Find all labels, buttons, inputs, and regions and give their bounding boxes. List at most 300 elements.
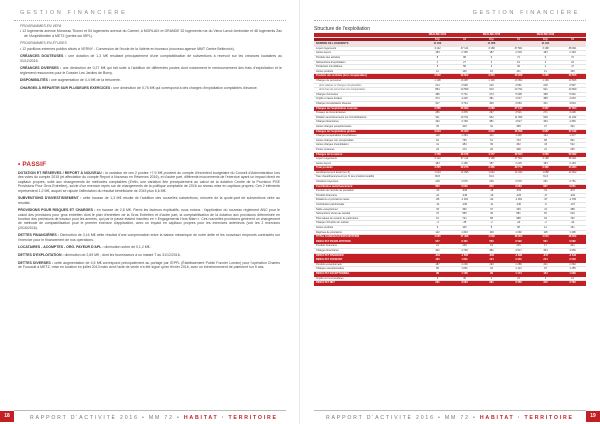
table-cell-value: 1 435 xyxy=(505,134,532,139)
table-cell-value: 47 xyxy=(424,212,451,217)
table-cell-value: 1 174 xyxy=(505,271,532,276)
table-cell-value: 52 xyxy=(532,212,559,217)
table-cell-value: 1 323 xyxy=(451,230,478,235)
table-cell-value: 2 597 xyxy=(559,83,586,88)
table-cell-value: 1 058 xyxy=(532,170,559,175)
left-footer xyxy=(0,410,300,424)
table-cell-value: 484 xyxy=(451,143,478,148)
table-row-label: Autres produits xyxy=(314,69,424,74)
table-row-label: RÉSULTAT D'EXPLOITATION xyxy=(314,239,424,244)
table-cell-value: 6 682 xyxy=(559,239,586,244)
table-cell-value: 30,8 xyxy=(424,175,451,180)
table-row-label: Travaux de Gros Entretien xyxy=(314,111,424,116)
table-cell-value: 3 084 xyxy=(451,281,478,286)
table-cell-value: 1 139 xyxy=(532,79,559,84)
table-cell-value: 2 xyxy=(478,60,505,65)
table-cell-value: 99 xyxy=(478,271,505,276)
table-body xyxy=(314,42,586,285)
table-cell-value: 19 xyxy=(505,60,532,65)
table-cell-value: 31 xyxy=(478,124,505,129)
table-row-label: Charges récupérables immobilisées xyxy=(314,134,424,139)
table-cell-value: 37 xyxy=(478,207,505,212)
table-cell-value: 2 548 xyxy=(559,258,586,263)
table-cell-value: 49 126 xyxy=(451,152,478,157)
table-cell-value: 4 633 xyxy=(559,97,586,102)
table-cell-value: 38 091 xyxy=(559,46,586,51)
table-row-label: NOMBRE DE LOGEMENTS xyxy=(314,42,424,47)
table-cell-value: 723 xyxy=(505,138,532,143)
column-subheader: €/lgt xyxy=(478,37,505,42)
table-cell-value: 21 xyxy=(424,244,451,249)
table-cell-value: 4 021 xyxy=(424,235,451,240)
table-row-label: Loyers Logements xyxy=(314,157,424,162)
left-footer-text xyxy=(30,415,278,421)
table-cell-value: 309 xyxy=(478,101,505,106)
table-cell-value: 762 xyxy=(559,216,586,221)
table-cell-value: 31,0 xyxy=(478,175,505,180)
table-cell-value: 187 xyxy=(478,51,505,56)
table-cell-value: 1 961 xyxy=(451,258,478,263)
left-footer-rule xyxy=(14,410,286,411)
table-cell-value: 6 xyxy=(478,56,505,61)
table-cell-value: 6 xyxy=(532,56,559,61)
table-cell-value: 2 561 xyxy=(505,83,532,88)
table-row-label: Produits exceptionnels xyxy=(314,262,424,267)
table-row-label: Produits des activités xyxy=(314,56,424,61)
table-cell-value: -2 xyxy=(532,221,559,226)
table-row-label: TOTAL CHARGES D'EXPLOITATION xyxy=(314,235,424,240)
table-cell-value: 187 xyxy=(478,161,505,166)
table-cell-value: 31,3 xyxy=(532,175,559,180)
table-cell-value: 12 xyxy=(424,69,451,74)
table-cell-value: 1 477 xyxy=(559,134,586,139)
table-cell-value: 104 xyxy=(532,271,559,276)
column-header: RÉALISÉ 2016 xyxy=(532,33,559,37)
table-cell-value: 8 xyxy=(424,56,451,61)
passif-paragraph-label: DETTES D'EXPLOITATION : xyxy=(18,253,64,258)
passif-body xyxy=(18,171,280,269)
table-row-label: Impôts sur les bénéfices xyxy=(314,276,424,281)
table-cell-value: 10 xyxy=(478,69,505,74)
table-cell-value: 321 xyxy=(532,101,559,106)
table-cell-value: -1 091 xyxy=(505,198,532,203)
table-cell-value: 5 932 xyxy=(559,92,586,97)
table-cell-value: -4 500 xyxy=(451,253,478,258)
table-cell-value: 218 xyxy=(424,180,451,185)
footer-brand-name: HABITAT · TERRITOIRE xyxy=(183,415,278,421)
table-cell-value: 4 203 xyxy=(532,152,559,157)
table-cell-value: 9 520 xyxy=(451,184,478,189)
table-cell-value: 317 xyxy=(424,101,451,106)
table-cell-value: 121 xyxy=(478,134,505,139)
table-cell-value: 12 342 xyxy=(505,170,532,175)
table-cell-value: 3 198 xyxy=(532,46,559,51)
table-row-label: RÉSULTAT NET xyxy=(314,281,424,286)
table-row-label: Production immobilisée xyxy=(314,65,424,70)
table-cell-value: 37 561 xyxy=(505,157,532,162)
table-cell-value: 40 026 xyxy=(505,74,532,79)
table-cell-value: 43 xyxy=(532,143,559,148)
actif-paragraph-label: DISPONIBILITÉS : xyxy=(20,78,50,83)
table-cell-value: 291 xyxy=(478,281,505,286)
table-cell-value: -9 xyxy=(532,203,559,208)
table-row-label: Charges financières xyxy=(314,120,424,125)
table-cell-value: 35 xyxy=(451,276,478,281)
left-header-title: GESTION FINANCIÈRE xyxy=(20,10,128,16)
right-page xyxy=(300,0,600,424)
table-cell-value: 124 xyxy=(532,134,559,139)
table-cell-value: 286 xyxy=(424,111,451,116)
table-row-label: Loyers logements xyxy=(314,46,424,51)
passif-paragraph-text: en hausse de 2,8 M€. Parmi les facteurs explicatifs, nous notons : l'application du nouveau règlement ANC pour le calcul des provisions pour gros entretien dont le plan d'entretien de la Gros Entretien et d'autre part, la comptabilisation de la dotation aux provisions déterminée en fonction des prévisions de travaux pour les années, qui par le passé étaient inscrites en « Engagements Hors Bilan ». Ces nouvelles provisions génèrent un changement de méthode de comptabilisation pour le premier exercice d'application, avec un impact en capitaux propres pour les exercices antérieurs (voir les 2 exercices (2016/2016). xyxy=(18,208,280,230)
table-cell-value: 106 xyxy=(451,226,478,231)
table-cell-value: -248 xyxy=(451,193,478,198)
table-cell-value: 37 114 xyxy=(451,46,478,51)
table-cell-value: 2 218 xyxy=(505,51,532,56)
table-row-label: Pertes créances xyxy=(314,147,424,152)
table-cell-value: 201 xyxy=(532,262,559,267)
table-cell-value: -225 xyxy=(505,193,532,198)
table-cell-value: 27 954 xyxy=(559,106,586,111)
table-row-label: Contribution autofinancement xyxy=(314,184,424,189)
table-cell-value: 3 957 xyxy=(532,129,559,134)
table-cell-value: 118 xyxy=(532,230,559,235)
table-cell-value: 2 289 xyxy=(478,106,505,111)
column-header: RÉALISÉ 2015 xyxy=(478,33,505,37)
right-page-number: 19 xyxy=(586,411,600,422)
table-cell-value: 272 xyxy=(451,147,478,152)
table-cell-value: 214 xyxy=(424,83,451,88)
table-cell-value: 3 744 xyxy=(451,101,478,106)
table-cell-value: 402 xyxy=(424,120,451,125)
passif-paragraph-label: DETTES FINANCIÈRES : xyxy=(18,233,59,238)
table-cell-value: 381 xyxy=(478,97,505,102)
table-row-label: Contribution patrimoniale xyxy=(314,203,424,208)
table-cell-value: -4 134 xyxy=(559,253,586,258)
table-cell-value: 390 xyxy=(451,207,478,212)
table-cell-value: 72 xyxy=(559,56,586,61)
table-cell-value: 47 xyxy=(559,65,586,70)
table-cell-value: 374 xyxy=(424,97,451,102)
table-cell-value: 2 193 xyxy=(559,161,586,166)
table-cell-value: 130 xyxy=(559,69,586,74)
table-cell-value: 3 355 xyxy=(478,166,505,171)
table-cell-value: 364 xyxy=(532,248,559,253)
programmes-etudes-label: PROGRAMMES EN ÉTUDES xyxy=(20,41,67,46)
column-subheader: K€ xyxy=(505,37,532,42)
table-cell-value: 64 xyxy=(424,138,451,143)
table-cell-value: 2 347 xyxy=(532,106,559,111)
table-cell-value: 271 xyxy=(532,111,559,116)
table-cell-value: 3 450 xyxy=(505,281,532,286)
table-cell-value: 5 608 xyxy=(505,92,532,97)
footer-brand-name: HABITAT · TERRITOIRE xyxy=(479,415,574,421)
table-row-label: Charges de personnel xyxy=(314,79,424,84)
table-cell-value: 89 xyxy=(424,267,451,272)
table-cell-value: 10 559 xyxy=(451,88,478,93)
table-cell-value: 3 378 xyxy=(451,111,478,116)
table-row-label: Autres produits xyxy=(314,226,424,231)
actif-paragraph xyxy=(20,54,282,63)
table-row-label: Taux d'autofinancement (en % des produits locatifs) xyxy=(314,175,424,180)
table-cell-value: 3 376 xyxy=(478,74,505,79)
actif-paragraph-label: CHARGES À RÉPARTIR SUR PLUSIEURS EXERCICES : xyxy=(20,86,113,90)
table-title: Structure de l'exploitation xyxy=(314,26,370,32)
table-row-label: dont salaires et charges récupérables xyxy=(314,83,424,88)
table-cell-value: 12 602 xyxy=(559,170,586,175)
table-cell-value: 37 114 xyxy=(451,157,478,162)
table-cell-value: 6 592 xyxy=(505,239,532,244)
table-cell-value: -11 xyxy=(478,203,505,208)
table-cell-value: 3 325 xyxy=(424,166,451,171)
table-cell-value: 2 218 xyxy=(505,161,532,166)
table-cell-value: 2 394 xyxy=(559,262,586,267)
passif-paragraph xyxy=(18,208,280,230)
table-cell-value: 1 239 xyxy=(559,271,586,276)
table-cell-value: 4 336 xyxy=(559,248,586,253)
table-cell-value: 11 812 xyxy=(424,42,451,47)
table-cell-value: 3 405 xyxy=(532,74,559,79)
table-cell-value: -43 xyxy=(424,189,451,194)
table-cell-value: 756 xyxy=(451,138,478,143)
table-cell-value: 619 xyxy=(559,212,586,217)
table-row-label: Dotations et provisions nettes xyxy=(314,198,424,203)
table-cell-value: 2 285 xyxy=(424,106,451,111)
table-cell-value: 23 xyxy=(424,147,451,152)
table-cell-value: -508 xyxy=(451,189,478,194)
table-cell-value: 13 352 xyxy=(505,79,532,84)
table-cell-value: 2 xyxy=(532,276,559,281)
table-cell-value: 11 911 xyxy=(532,42,559,47)
table-cell-value: 61 xyxy=(424,216,451,221)
table-cell-value: 27 xyxy=(451,60,478,65)
table-cell-value: 13 566 xyxy=(559,79,586,84)
table-cell-value: 932 xyxy=(478,115,505,120)
table-cell-value: 98 xyxy=(451,56,478,61)
table-cell-value: -48 xyxy=(478,189,505,194)
table-cell-value: 2 xyxy=(424,60,451,65)
table-cell-value: 40 284 xyxy=(559,166,586,171)
table-cell-value: -362 xyxy=(478,253,505,258)
passif-paragraph-label: DOTATION ET RÉSERVES / REPORT À NOUVEAU : xyxy=(18,171,104,175)
table-cell-value: 3 142 xyxy=(424,46,451,51)
table-cell-value: 58 xyxy=(451,65,478,70)
table-cell-value: 38 091 xyxy=(559,157,586,162)
table-cell-value: 4 336 xyxy=(559,120,586,125)
table-cell-value: 183 xyxy=(424,51,451,56)
table-cell-value: -107 xyxy=(559,203,586,208)
table-cell-value: -3 xyxy=(424,221,451,226)
table-cell-value: 3 382 xyxy=(532,166,559,171)
table-cell-value: -24 xyxy=(559,221,586,226)
table-row-label: RÉSULTAT EXCEPTIONNEL xyxy=(314,271,424,276)
table-cell-value: 11 292 xyxy=(559,115,586,120)
table-cell-value: 9 851 xyxy=(559,184,586,189)
table-cell-value: 131 xyxy=(559,226,586,231)
table-cell-value: 4 517 xyxy=(505,248,532,253)
table-cell-value: 498 xyxy=(532,92,559,97)
footer-brand-mm: MM xyxy=(444,415,461,421)
table-cell-value: 2 xyxy=(478,276,505,281)
table-cell-value: 58 xyxy=(532,138,559,143)
table-cell-value: 184 xyxy=(532,161,559,166)
table-cell-value: 183 xyxy=(424,161,451,166)
table-cell-value: 47 496 xyxy=(451,235,478,240)
right-page-header xyxy=(314,10,586,20)
table-cell-value: -202 xyxy=(559,193,586,198)
table-cell-value: 95 xyxy=(505,226,532,231)
table-cell-value: 184 xyxy=(532,51,559,56)
table-cell-value: 118 xyxy=(424,134,451,139)
table-cell-value: 11 856 xyxy=(478,42,505,47)
passif-section xyxy=(18,161,280,273)
table-cell-value: -86 xyxy=(424,198,451,203)
table-row-label: Charges d'impôts sur société xyxy=(314,221,424,226)
table-cell-value: 61 xyxy=(478,138,505,143)
table-cell-value: 3 763 xyxy=(559,281,586,286)
table-cell-value: 948 xyxy=(532,115,559,120)
table-cell-value: 4 159 xyxy=(424,152,451,157)
table-cell-value: 688 xyxy=(505,216,532,221)
table-row-label: Charges de la maison xyxy=(314,152,424,157)
table-cell-value: 250 xyxy=(559,147,586,152)
passif-paragraph xyxy=(18,233,280,242)
table-cell-value: 297 xyxy=(478,111,505,116)
table-cell-value: 4 418 xyxy=(451,97,478,102)
table-cell-value: 512 xyxy=(559,143,586,148)
table-cell-value: 19 xyxy=(478,244,505,249)
table-cell-value: 39 xyxy=(478,143,505,148)
right-footer-rule xyxy=(314,410,586,411)
table-cell-value: -1 016 xyxy=(451,198,478,203)
table-cell-value: 1 292 xyxy=(505,230,532,235)
table-cell-value: 3 168 xyxy=(478,157,505,162)
table-cell-value: 1 114 xyxy=(505,267,532,272)
passif-paragraph-label: LOCATAIRES - ACOMPTES - ORG. PAYEUR D'APL : xyxy=(18,245,104,250)
table-cell-value: 39 273 xyxy=(451,166,478,171)
table-cell-value: 2 288 xyxy=(505,262,532,267)
programmes-etudes-bullet: • 12 pavillons externes publics situés à VERNY - Conversion de l'école de la Valérie en bureaux (nouveau agence MMT Centre Bellecroix). xyxy=(20,46,235,51)
table-cell-value: 2 193 xyxy=(559,51,586,56)
table-cell-value: -1 155 xyxy=(559,198,586,203)
table-cell-value: 5 741 xyxy=(451,92,478,97)
table-row-label: Plus-values de cession de patrimoine xyxy=(314,216,424,221)
table-cell-value: 37 561 xyxy=(505,46,532,51)
table-cell-value: 33 xyxy=(424,207,451,212)
table-cell-value: 40 555 xyxy=(559,74,586,79)
right-header-rule xyxy=(314,20,586,21)
passif-paragraph xyxy=(18,171,280,193)
table-row-label: Charges financières xyxy=(314,248,424,253)
table-cell-value: 4 049 xyxy=(478,235,505,240)
table-cell-value: 3 xyxy=(478,65,505,70)
table-row-label: Subventions virées au résultat xyxy=(314,212,424,217)
table-cell-value: -130 xyxy=(505,203,532,208)
table-cell-value: -607 xyxy=(559,189,586,194)
table-cell-value: 806 xyxy=(424,184,451,189)
table-cell-value: 39 602 xyxy=(451,74,478,79)
table-row-label: Produits des activités (hors récupérables) xyxy=(314,74,424,79)
table-cell-value: -21 xyxy=(424,193,451,198)
table-cell-value: 815 xyxy=(478,184,505,189)
left-page-number: 18 xyxy=(0,411,14,422)
table-cell-value: 2 159 xyxy=(451,51,478,56)
table-cell-value: -97 xyxy=(532,198,559,203)
table-row-label: Dotation amortissements sur immobilisations xyxy=(314,115,424,120)
table-cell-value: 4 517 xyxy=(505,97,532,102)
table-cell-value: -569 xyxy=(505,189,532,194)
table-cell-value: -24 xyxy=(505,221,532,226)
table-cell-value: 24 xyxy=(559,276,586,281)
table-row-label: dont frais de personnel non récupérables xyxy=(314,88,424,93)
table-cell-value: 46 220 xyxy=(451,129,478,134)
footer-brand-mm: MM xyxy=(148,415,165,421)
actif-paragraph xyxy=(20,86,282,90)
table-cell-value: 6 461 xyxy=(451,239,478,244)
actif-section xyxy=(20,24,282,94)
table-cell-value: 3 823 xyxy=(559,101,586,106)
table-cell-value: 389 xyxy=(532,97,559,102)
table-row-label: Produits de l'activité de prestation xyxy=(314,189,424,194)
table-cell-value: 29 xyxy=(424,124,451,129)
table-cell-value: 216 xyxy=(478,83,505,88)
passif-paragraph-text: diminution de 2,69 M€ ; dont les fournisseurs à un instant T au 31/12/2016. xyxy=(63,253,181,258)
table-cell-value: 9 663 xyxy=(505,184,532,189)
table-cell-value: 10 791 xyxy=(505,88,532,93)
footer-report-text: RAPPORT D'ACTIVITÉ 2016 • xyxy=(30,415,149,421)
table-row-label: Autres loyers xyxy=(314,161,424,166)
table-cell-value: 27 140 xyxy=(505,106,532,111)
table-cell-value: 121 xyxy=(505,69,532,74)
table-cell-value: 3 913 xyxy=(424,129,451,134)
table-row-label: Autofinancement locatif (en €) xyxy=(314,170,424,175)
table-row-label: Autres loyers xyxy=(314,51,424,56)
table-cell-value: 36 xyxy=(505,65,532,70)
table-row-label: Autres charges d'exploitation xyxy=(314,143,424,148)
table-cell-value: 2 159 xyxy=(451,161,478,166)
column-subheader: K€ xyxy=(451,37,478,42)
passif-paragraph xyxy=(18,245,280,249)
passif-paragraph-text: cette augmentation de 4,5 M€ correspond principalement au portage par l'EPFL (Établissement Public Foncier Lorrain) pour l'opération Charles de Foucault à METZ, mise en location en juillet 2013 mais dont l'acte de vente n'a été signé qu'en février 2016, avec un échelonnement de paiement sur 5 ans. xyxy=(18,260,280,270)
table-cell-value: 39 779 xyxy=(505,166,532,171)
table-cell-value: 48 005 xyxy=(505,235,532,240)
table-cell-value: 97 xyxy=(532,267,559,272)
table-cell-value: 10 969 xyxy=(559,88,586,93)
table-cell-value: 11 xyxy=(532,69,559,74)
table-cell-value: 486 xyxy=(424,92,451,97)
table-cell-value: 24 xyxy=(505,276,532,281)
table-cell-value: 41 xyxy=(424,143,451,148)
right-header-title: GESTION FINANCIÈRE xyxy=(472,10,580,16)
column-subheader: €/lgt xyxy=(424,37,451,42)
passif-paragraph-label: PROVISIONS POUR RISQUES ET CHARGES : xyxy=(18,208,96,213)
table-cell-value: 225 xyxy=(505,244,532,249)
table-cell-value: 911 xyxy=(424,115,451,120)
table-cell-value: 194 xyxy=(478,258,505,263)
table-cell-value: 316 xyxy=(532,281,559,286)
actif-paragraph-label: CRÉANCES DIVERSES : xyxy=(20,66,62,71)
table-cell-value: -381 xyxy=(424,253,451,258)
table-cell-value: 3 352 xyxy=(424,74,451,79)
table-cell-value: -347 xyxy=(532,253,559,258)
table-row-label: RÉSULTAT FINANCIER xyxy=(314,253,424,258)
table-cell-value: 4 177 xyxy=(478,152,505,157)
table-cell-value: 17 xyxy=(532,244,559,249)
table-row xyxy=(314,281,586,286)
table-cell-value: 1 108 xyxy=(424,79,451,84)
table-cell-value: 46 596 xyxy=(505,129,532,134)
table-cell-value: 368 xyxy=(505,124,532,129)
